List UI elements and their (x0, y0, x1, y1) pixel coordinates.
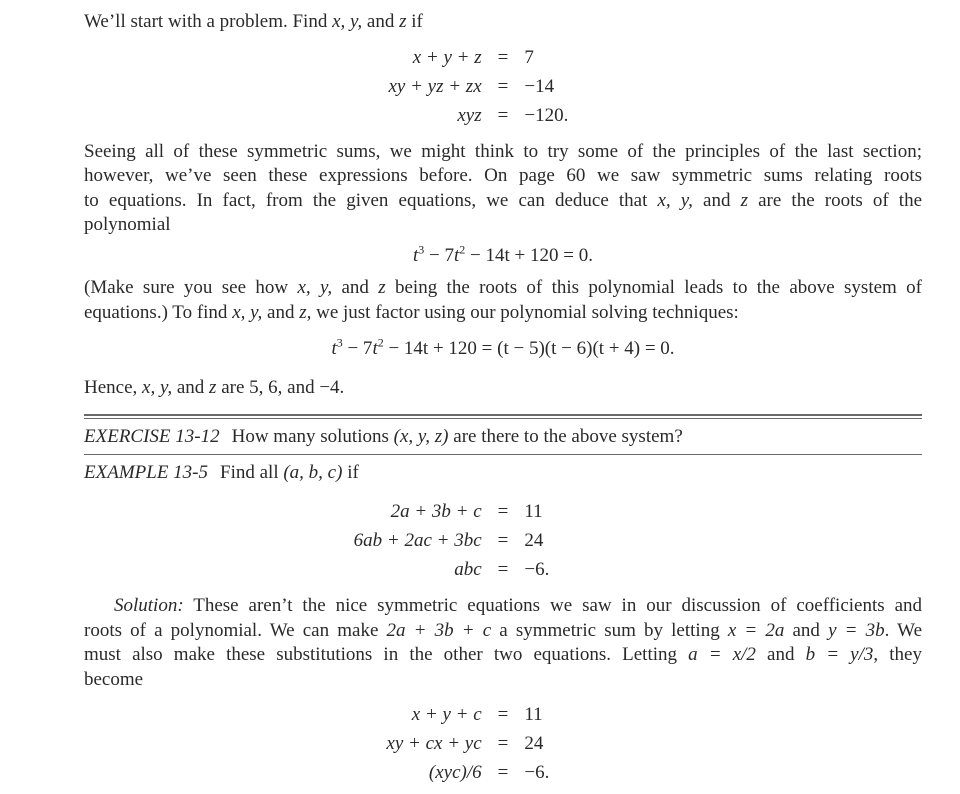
intro-paragraph (84, 10, 922, 35)
intro-vars: x, y, (332, 11, 363, 32)
text: and (784, 619, 829, 641)
textbook-page (84, 0, 922, 787)
paragraph-symmetric-sums (84, 140, 922, 238)
text: being the roots of this polynomial leads to the above system of (385, 277, 922, 298)
text: we just factor using our polynomial solving techniques: (311, 301, 739, 323)
text: are there to the above system? (448, 426, 683, 447)
paragraph-line (84, 643, 922, 668)
paragraph-make-sure (84, 276, 922, 325)
paragraph-line (84, 189, 922, 214)
equation-lhs: xy + yz + zx (388, 75, 482, 97)
var-z: z (209, 376, 217, 398)
text: . We (884, 619, 922, 641)
equation-relation: = (497, 530, 509, 551)
math: x = 2a (727, 619, 785, 641)
text: are 5, 6, and −4. (216, 376, 345, 398)
var-t: t (413, 244, 419, 266)
equation-relation: = (497, 733, 509, 754)
equation-lhs: abc (454, 559, 482, 580)
factored-equation (84, 337, 922, 362)
equation-rhs: 24 (524, 530, 544, 551)
equation-system-2 (84, 497, 922, 584)
equation-rhs: 11 (524, 501, 543, 522)
example-13-5 (84, 455, 922, 490)
intro-and: and (362, 11, 400, 32)
paragraph-line (84, 301, 922, 326)
example-label: EXAMPLE 13-5 (84, 461, 209, 483)
text: , they (873, 644, 922, 665)
var-t: t (331, 338, 337, 359)
equation-system-1 (84, 43, 922, 130)
exponent: 2 (459, 242, 466, 257)
text: and (755, 644, 806, 665)
text: Find all (220, 461, 284, 483)
math: b = y/3 (805, 644, 874, 665)
polynomial-equation (84, 244, 922, 269)
text: (Make sure you see how (84, 277, 298, 298)
var-t: t (372, 338, 378, 359)
text: a symmetric sum by letting (491, 619, 728, 641)
equation-rhs: 11 (524, 704, 543, 725)
text: and (172, 376, 210, 398)
text: How many solutions (231, 426, 394, 447)
math: 2a + 3b + c (386, 619, 492, 641)
equation-lhs: x + y + z (412, 46, 482, 68)
exercise-label: EXERCISE 13-12 (84, 426, 220, 447)
paragraph-line: become (84, 668, 144, 690)
text: if (342, 461, 359, 483)
text: are the roots of the (748, 189, 923, 211)
paragraph-line: polynomial (84, 214, 171, 235)
paragraph-line: Seeing all of these symmetric sums, we might think to try some of the principles of the last section; (84, 140, 922, 162)
equation-lhs: (xyc)/6 (428, 762, 482, 783)
equation-lhs: xy + cx + yc (386, 733, 482, 754)
equation-system-3 (84, 700, 922, 787)
vars: x, y, (142, 376, 173, 398)
text: and (332, 277, 379, 298)
exponent: 2 (377, 335, 384, 350)
text: and (262, 301, 300, 323)
paragraph-line (84, 619, 922, 644)
equation-lhs: x + y + c (411, 704, 482, 725)
tuple: (a, b, c) (283, 461, 343, 483)
equation-relation: = (497, 762, 509, 783)
equation-relation: = (497, 559, 509, 580)
equation-lhs: xyz (457, 104, 482, 126)
term: − 14t + 120 = 0. (465, 244, 593, 266)
equation-lhs: 6ab + 2ac + 3bc (353, 530, 482, 551)
equation-relation: = (497, 104, 509, 126)
paragraph-line: however, we’ve seen these expressions before. On page 60 we saw symmetric sums relating roots (84, 165, 922, 186)
exponent: 3 (418, 242, 425, 257)
tuple: (x, y, z) (393, 426, 449, 447)
solution-label: Solution: (114, 595, 184, 616)
hence-line (84, 376, 922, 401)
equation-rhs: 24 (524, 733, 544, 754)
paragraph-line (84, 594, 922, 619)
vars: x, y, (297, 277, 333, 298)
equation-relation: = (497, 46, 509, 68)
term: − 7 (424, 244, 455, 266)
text: Hence, (84, 376, 143, 398)
var-z: z (740, 189, 748, 211)
equation-relation: = (497, 501, 509, 522)
text: must also make these substitutions in the other two equations. Letting (84, 644, 689, 665)
term: − 7 (342, 338, 373, 359)
paragraph-line (84, 276, 922, 301)
equation-rhs: −120. (524, 104, 569, 126)
equation-rhs: −6. (524, 762, 550, 783)
equation-rhs: −6. (524, 559, 550, 580)
term: − 14t + 120 = (t − 5)(t − 6)(t + 4) = 0. (383, 338, 675, 359)
equation-relation: = (497, 704, 509, 725)
var-z: z (378, 277, 386, 298)
text: to equations. In fact, from the given equations, we can deduce that (84, 189, 658, 211)
var-t: t (454, 244, 460, 266)
text: These aren’t the nice symmetric equations we saw in our discussion of coefficients and (183, 595, 922, 616)
equation-rhs: −14 (524, 75, 555, 97)
equation-relation: = (497, 75, 509, 97)
text: roots of a polynomial. We can make (84, 619, 387, 641)
vars: x, y, (657, 189, 693, 211)
intro-z: z (399, 11, 407, 32)
solution-paragraph (84, 594, 922, 692)
exercise-13-12 (84, 419, 922, 454)
math: y = 3b (828, 619, 885, 641)
intro-text: We’ll start with a problem. Find (84, 11, 333, 32)
intro-if: if (406, 11, 423, 32)
var-z: z, (299, 301, 312, 323)
equation-lhs: 2a + 3b + c (390, 501, 482, 522)
equation-rhs: 7 (524, 46, 534, 68)
math: a = x/2 (688, 644, 756, 665)
exponent: 3 (336, 335, 343, 350)
text: equations.) To find (84, 301, 233, 323)
text: and (692, 189, 741, 211)
vars: x, y, (232, 301, 263, 323)
